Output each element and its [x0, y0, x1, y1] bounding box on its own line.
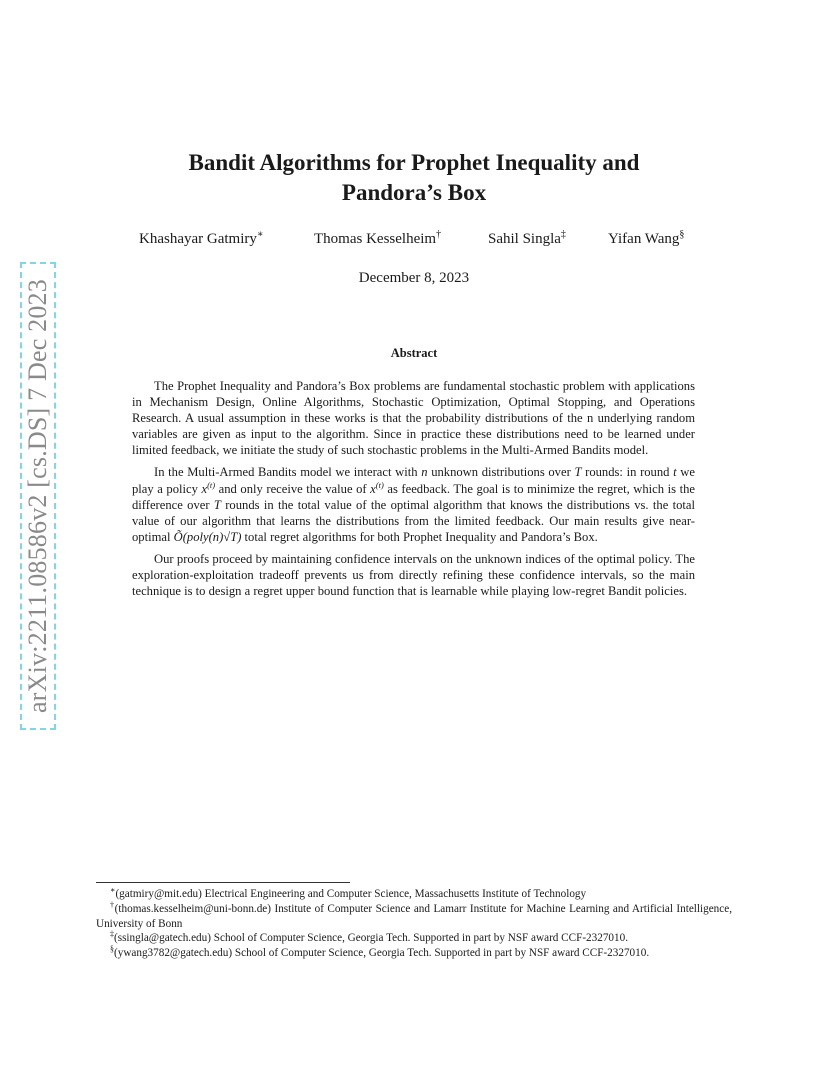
footnote-mark: ∗: [256, 229, 264, 240]
footnote-singla: ‡(ssingla@gatech.edu) School of Computer Science, Georgia Tech. Supported in part by NSF award CCF-2327010.: [110, 929, 629, 945]
abstract-paragraph-2: In the Multi-Armed Bandits model we interact with n unknown distributions over T rounds: in round t we play a policy $x^{(t)}$ and only receive the value of $x^{(t)}$ as feedback. The goal is to minimize the regret, which is the difference over T rounds in the total value of the optimal algorithm that knows the distributions vs. the total value of our algorithm that learns the distributions from the limited feedback. Our main results give near-optimal Õ(poly(n)√T) total regret algorithms for both Prophet Inequality and Pandora’s Box.: [132, 465, 696, 544]
footnote-rule: [96, 882, 350, 883]
footnote-mark: †: [436, 229, 442, 240]
author-singla: Sahil Singla‡: [488, 229, 566, 247]
title-line-1: Bandit Algorithms for Prophet Inequality and: [188, 150, 640, 175]
abstract-paragraph-1: The Prophet Inequality and Pandora’s Box problems are fundamental stochastic problem with applications in Mechanism Design, Online Algorithms, Stochastic Optimization, Optimal Stopping, and Operations Research. A usual assumption in these works is that the probability distributions of the n underlying random variables are given as input to the algorithm. Since in practice these distributions need to be learned under limited feedback, we initiate the study of such stochastic problems in the Multi-Armed Bandits model.: [132, 379, 695, 458]
footnote-gatmiry: ∗(gatmiry@mit.edu) Electrical Engineering and Computer Science, Massachusetts Institute of Technology: [110, 885, 587, 900]
paper-date: December 8, 2023: [358, 270, 470, 286]
regret-bound: Õ(poly(n)√T): [173, 529, 242, 544]
author-kesselheim: Thomas Kesselheim†: [314, 229, 442, 247]
footnote-mark: §: [679, 229, 685, 240]
title-line-2: Pandora’s Box: [341, 180, 487, 205]
footnote-mark: ‡: [560, 229, 566, 240]
arxiv-stamp: arXiv:2211.08586v2 [cs.DS] 7 Dec 2023: [23, 279, 52, 713]
footnotes: [96, 887, 732, 961]
author-wang: Yifan Wang§: [608, 229, 685, 247]
paper-title: [60, 148, 768, 208]
footnote-wang: §(ywang3782@gatech.edu) School of Computer Science, Georgia Tech. Supported in part by NSF award CCF-2327010.: [110, 944, 650, 960]
author-gatmiry: Khashayar Gatmiry∗: [139, 229, 264, 247]
footnote-kesselheim: †(thomas.kesselheim@uni-bonn.de) Institute of Computer Science and Lamarr Institute for Machine Learning and Artificial Intelligence, University of Bonn: [96, 900, 732, 930]
abstract-heading: Abstract: [390, 346, 438, 360]
abstract-paragraph-3: Our proofs proceed by maintaining confidence intervals on the unknown indices of the optimal policy. The exploration-exploitation tradeoff prevents us from directly refining these confidence intervals, so the main technique is to design a regret upper bound function that is learnable while playing low-regret Bandit policies.: [132, 551, 695, 599]
abstract-body: [132, 378, 695, 605]
